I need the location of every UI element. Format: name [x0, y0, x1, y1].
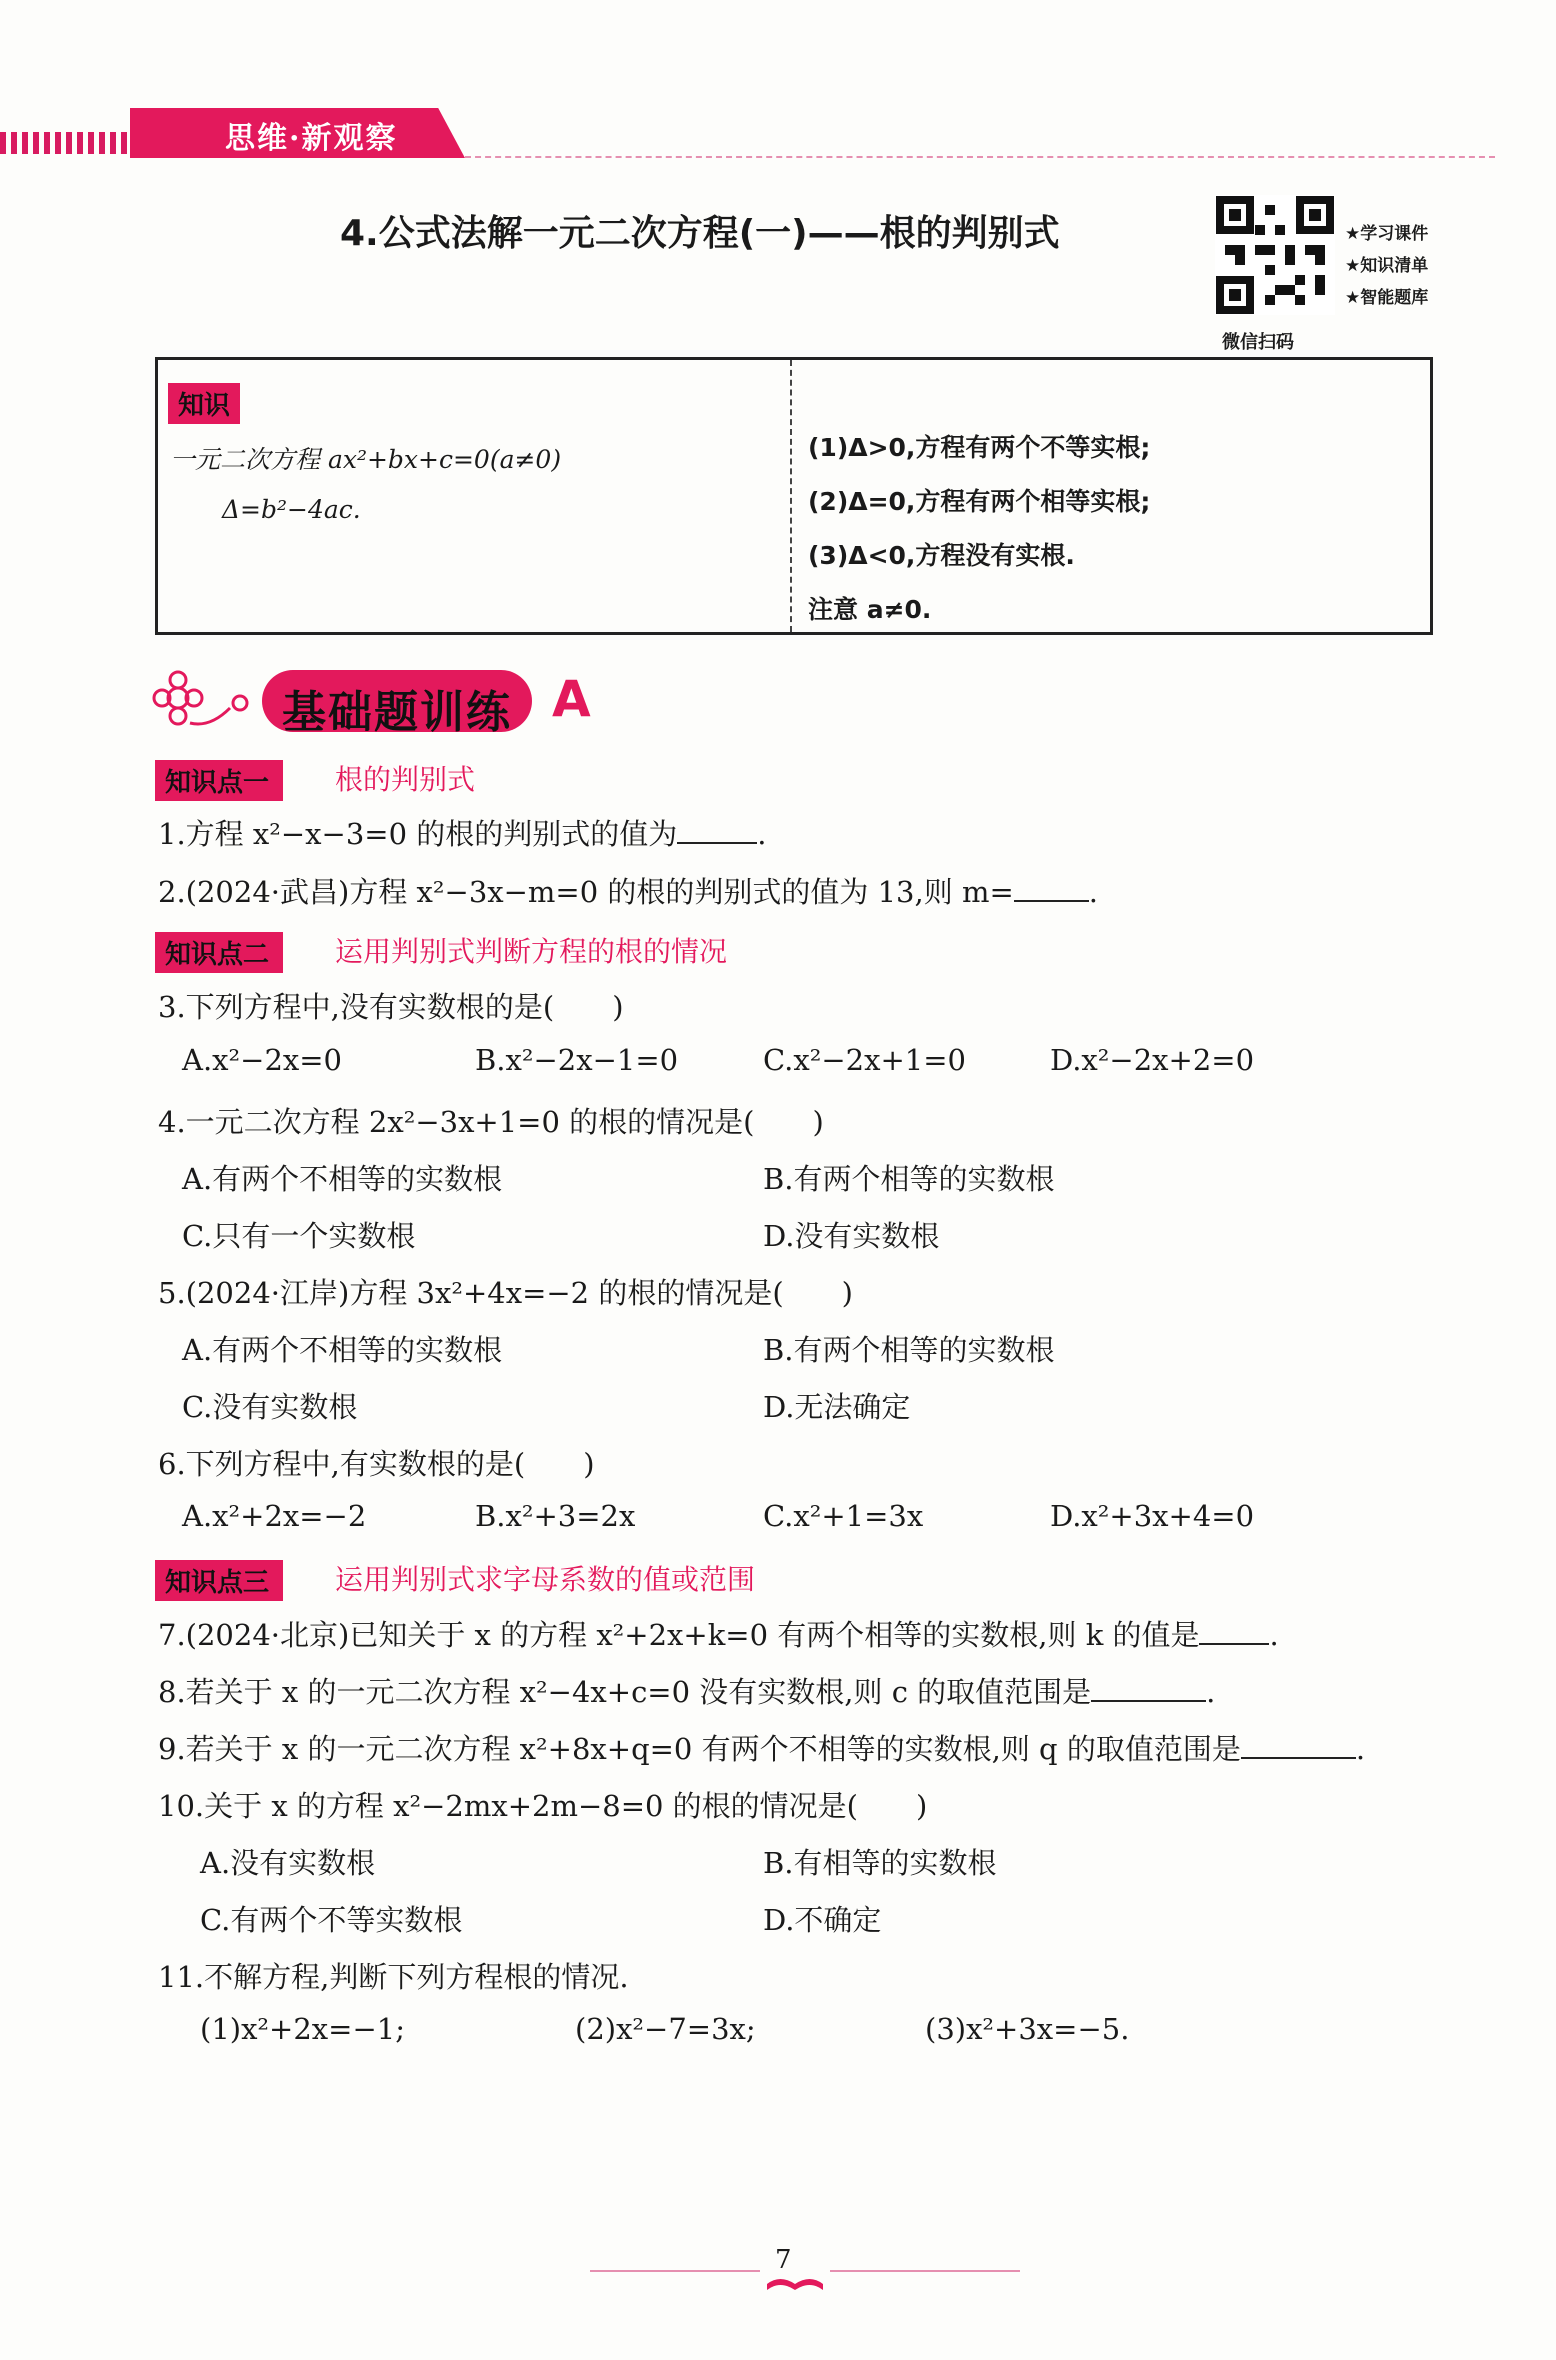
answer-blank[interactable]	[1241, 1733, 1356, 1759]
flower-icon	[150, 668, 260, 738]
qr-tag: ★学习课件	[1345, 224, 1429, 244]
sub-question: (2)x²−7=3x;	[575, 2012, 756, 2046]
option[interactable]: A.有两个不相等的实数根	[182, 1333, 503, 1367]
option[interactable]: B.有两个相等的实数根	[763, 1333, 1055, 1367]
qr-code-icon[interactable]	[1215, 195, 1335, 315]
option[interactable]: B.x²−2x−1=0	[475, 1043, 679, 1077]
answer-blank[interactable]	[1091, 1676, 1206, 1702]
knowledge-right-line: (3)Δ<0,方程没有实根.	[808, 541, 1075, 570]
knowledge-left-line: Δ=b²−4ac.	[222, 495, 361, 524]
qr-tag: ★知识清单	[1345, 256, 1429, 276]
book-icon	[765, 2270, 825, 2296]
option[interactable]: A.有两个不相等的实数根	[182, 1162, 503, 1196]
knowledge-point-title: 根的判别式	[335, 763, 476, 796]
footer-line-left	[590, 2270, 760, 2272]
knowledge-right-line: (1)Δ>0,方程有两个不等实根;	[808, 433, 1151, 462]
option[interactable]: C.没有实数根	[182, 1390, 358, 1424]
option[interactable]: C.只有一个实数根	[182, 1219, 416, 1253]
knowledge-point-badge: 知识点一	[155, 760, 283, 801]
option[interactable]: B.有相等的实数根	[763, 1846, 997, 1880]
knowledge-point-title: 运用判别式判断方程的根的情况	[335, 935, 728, 968]
page-title: 4.公式法解一元二次方程(一)——根的判别式	[340, 213, 1060, 254]
qr-tags	[1345, 218, 1428, 314]
question-2: 2.(2024·武昌)方程 x²−3x−m=0 的根的判别式的值为 13,则 m= .	[158, 875, 1098, 909]
answer-blank[interactable]	[1014, 876, 1089, 902]
option[interactable]: D.x²−2x+2=0	[1050, 1043, 1255, 1077]
knowledge-right-line: 注意 a≠0.	[808, 595, 932, 624]
sub-question: (3)x²+3x=−5.	[925, 2012, 1130, 2046]
question-10: 10.关于 x 的方程 x²−2mx+2m−8=0 的根的情况是( )	[158, 1789, 928, 1823]
answer-blank[interactable]	[1199, 1619, 1269, 1645]
knowledge-left-line: 一元二次方程 ax²+bx+c=0(a≠0)	[170, 445, 562, 474]
option[interactable]: B.x²+3=2x	[475, 1499, 636, 1533]
question-6: 6.下列方程中,有实数根的是( )	[158, 1447, 595, 1481]
answer-blank[interactable]	[677, 818, 757, 844]
option[interactable]: D.不确定	[763, 1903, 882, 1937]
qr-tag: ★智能题库	[1345, 288, 1429, 308]
option[interactable]: D.没有实数根	[763, 1219, 940, 1253]
header-divider	[465, 156, 1495, 158]
header-tab-text: 思维·新观察	[225, 121, 398, 156]
question-3: 3.下列方程中,没有实数根的是( )	[158, 990, 624, 1024]
option[interactable]: A.x²+2x=−2	[182, 1499, 367, 1533]
option[interactable]: C.x²+1=3x	[763, 1499, 924, 1533]
option[interactable]: A.x²−2x=0	[182, 1043, 342, 1077]
question-9: 9.若关于 x 的一元二次方程 x²+8x+q=0 有两个不相等的实数根,则 q 的取值范围是 .	[158, 1732, 1366, 1766]
knowledge-divider	[790, 360, 792, 632]
knowledge-point-badge: 知识点三	[155, 1560, 283, 1601]
knowledge-right-line: (2)Δ=0,方程有两个相等实根;	[808, 487, 1151, 516]
option[interactable]: A.没有实数根	[200, 1846, 376, 1880]
section-level: A	[552, 670, 591, 728]
question-11: 11.不解方程,判断下列方程根的情况.	[158, 1960, 629, 1994]
knowledge-badge: 知识	[168, 383, 240, 424]
option[interactable]: D.无法确定	[763, 1390, 911, 1424]
qr-label: 微信扫码	[1222, 332, 1294, 353]
header-decoration	[0, 132, 150, 154]
question-5: 5.(2024·江岸)方程 3x²+4x=−2 的根的情况是( )	[158, 1276, 853, 1310]
question-1: 1.方程 x²−x−3=0 的根的判别式的值为 .	[158, 817, 767, 851]
option[interactable]: C.x²−2x+1=0	[763, 1043, 966, 1077]
knowledge-point-title: 运用判别式求字母系数的值或范围	[335, 1563, 756, 1596]
sub-question: (1)x²+2x=−1;	[200, 2012, 405, 2046]
knowledge-point-badge: 知识点二	[155, 932, 283, 973]
question-7: 7.(2024·北京)已知关于 x 的方程 x²+2x+k=0 有两个相等的实数根,则 k 的值是 .	[158, 1618, 1279, 1652]
footer-line-right	[830, 2270, 1020, 2272]
section-title: 基础题训练	[282, 687, 512, 738]
page-number: 7	[775, 2245, 792, 2275]
option[interactable]: C.有两个不等实数根	[200, 1903, 463, 1937]
question-4: 4.一元二次方程 2x²−3x+1=0 的根的情况是( )	[158, 1105, 824, 1139]
option[interactable]: D.x²+3x+4=0	[1050, 1499, 1255, 1533]
option[interactable]: B.有两个相等的实数根	[763, 1162, 1055, 1196]
question-8: 8.若关于 x 的一元二次方程 x²−4x+c=0 没有实数根,则 c 的取值范围是 .	[158, 1675, 1216, 1709]
